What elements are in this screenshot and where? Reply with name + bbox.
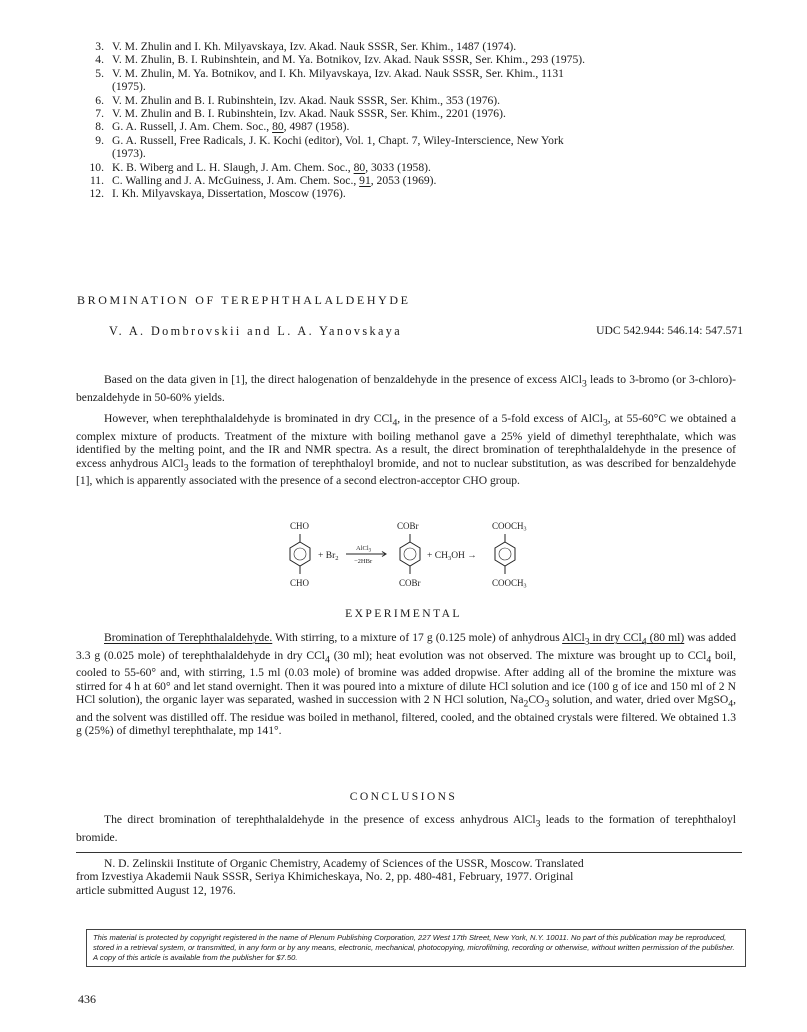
article-title: BROMINATION OF TEREPHTHALALDEHYDE	[77, 293, 411, 307]
benzene-ring	[290, 542, 310, 566]
svg-text:COBr	[399, 578, 421, 588]
reference-number: 7.	[95, 107, 104, 121]
substituent-label: COBr	[397, 521, 419, 531]
reference-text: G. A. Russell, Free Radicals, J. K. Kochi (editor), Vol. 1, Chapt. 7, Wiley-Interscience, New York (1973).	[112, 133, 564, 161]
article-authors: V. A. Dombrovskii and L. A. Yanovskaya	[109, 324, 403, 338]
reference-number: 8.	[95, 120, 104, 134]
reference-text: G. A. Russell, J. Am. Chem. Soc., 80, 4987 (1958).	[112, 120, 350, 134]
reference-text: V. M. Zhulin and B. I. Rubinshtein, Izv. Akad. Nauk SSSR, Ser. Khim., 2201 (1976).	[112, 107, 506, 121]
byproduct-label: −2HBr	[354, 558, 373, 565]
svg-text:CHO	[290, 578, 310, 588]
svg-text:COOCH3: COOCH3	[492, 578, 527, 590]
reference-text: V. M. Zhulin, M. Ya. Botnikov, and I. Kh. Milyavskaya, Izv. Akad. Nauk SSSR, Ser. Khim., 1131 (1975).	[112, 66, 564, 94]
substituent-label: CHO	[290, 521, 310, 531]
reference-number: 11.	[89, 174, 104, 188]
reference-number: 6.	[95, 93, 104, 107]
reference-text: C. Walling and J. A. McGuiness, J. Am. Chem. Soc., 91, 2053 (1969).	[112, 174, 437, 188]
page-number: 436	[78, 992, 96, 1006]
intro-paragraph-1: Based on the data given in [1], the direct halogenation of benzaldehyde in the presence of excess AlCl$_3$ leads to 3-bromo (or 3-chloro)-benzaldehyde in 50-60% yields.	[76, 373, 736, 404]
svg-text:AlCl3: AlCl$_3$	[356, 545, 372, 554]
reference-text: V. M. Zhulin and B. I. Rubinshtein, Izv. Akad. Nauk SSSR, Ser. Khim., 353 (1976).	[112, 93, 501, 107]
reference-text: I. Kh. Milyavskaya, Dissertation, Moscow (1976).	[112, 187, 346, 201]
substituent-label: COOCH	[492, 578, 524, 588]
copyright-notice: This material is protected by copyright registered in the name of Plenum Publishing Corporation, 227 West 17th Street, New York, N.Y. 10011. No part of this publication may be reproduced, stored in a retrieval system, or transmitted, in any form or by any means, electronic, mechanical, photocopying, microfilming, recording or otherwise, without written permission of the publisher. A copy of this article is available from the publisher for $7.50.	[86, 929, 746, 967]
divider-rule	[76, 852, 742, 853]
reference-list	[76, 40, 756, 201]
experimental-paragraph: Bromination of Terephthalaldehyde. With stirring, to a mixture of 17 g (0.125 mole) of anhydrous AlCl$_3$ in dry CCl$_4$ (80 ml) was added 3.3 g (0.025 mole) of terephthalaldehyde in dry CCl$_4$ (30 ml); heat evolution was not observed. The mixture was brought up to CCl$_4$ boil, cooled to 55-60° and, with stirring, 1.5 ml (0.03 mole) of bromine was added dropwise. After adding all of the bromine the mixture was stirred for 4 h at 60° and let stand overnight. Then it was poured into a mixture of dilute HCl solution and ice (100 g of ice and 150 ml of 2 N HCl solution), the organic layer was separated, washed in succession with 2 N HCl solution, $Na_2CO_3$ solution, and water, dried over MgSO$_4$, and the solvent was distilled off. The residue was boiled in methanol, filtered, cooled, and the obtained crystals were filtered. We obtained 1.3 g (25%) of dimethyl terephthalate, mp 141°.	[76, 631, 737, 738]
reference-number: 4.	[95, 53, 104, 67]
reference-item	[76, 174, 756, 187]
procedure-title: Bromination of Terephthalaldehyde.	[104, 631, 273, 644]
udc-code: UDC 542.944: 546.14: 547.571	[596, 324, 743, 337]
benzene-ring	[495, 542, 515, 566]
reference-number: 12.	[89, 187, 104, 201]
svg-text:−2HBr	[354, 558, 373, 565]
intro-paragraph-2: However, when terephthalaldehyde is brominated in dry CCl$_4$, in the presence of a 5-fold excess of AlCl$_3$, at 55-60°C we obtained a complex mixture of products. Treatment of the mixture with boiling methanol gave a 25% yield of dimethyl terephthalate, which was identified by the melting point, and the IR and NMR spectra. As a result, the direct bromination of terephthalaldehyde in the presence of excess anhydrous AlCl$_3$ leads to the formation of terephthaloyl bromide, and not to nuclear substitution, as was described for benzaldehyde [1], which is apparently associated with the presence of a second electron-acceptor CHO group.	[76, 412, 737, 488]
reference-item	[76, 187, 756, 200]
benzene-ring	[400, 542, 420, 566]
substituent-label: CHO	[290, 578, 310, 588]
substituent-label: COBr	[399, 578, 421, 588]
reference-text: K. B. Wiberg and L. H. Slaugh, J. Am. Chem. Soc., 80, 3033 (1958).	[112, 160, 431, 174]
experimental-text	[76, 631, 736, 738]
reference-number: 5.	[95, 66, 104, 80]
svg-text:+ CH3OH →: + $CH_3OH$ →	[427, 551, 477, 562]
intro-text	[76, 373, 736, 488]
reference-number: 3.	[95, 40, 104, 53]
reaction-scheme	[270, 517, 550, 597]
svg-text:+ Br2: + $Br_2$	[318, 551, 339, 562]
reference-item	[76, 53, 756, 66]
catalyst-label: AlCl	[356, 545, 369, 552]
affiliation-note: N. D. Zelinskii Institute of Organic Chemistry, Academy of Sciences of the USSR, Moscow. Translated from Izvestiya Akademii Nauk SSSR, Seriya Khimicheskaya, No. 2, pp. 480-481, February, 1977. Original article submitted August 12, 1976.	[76, 857, 584, 897]
conclusions-text	[76, 813, 736, 844]
reference-item	[76, 67, 756, 94]
reference-item	[76, 40, 756, 53]
reagent-label: + CH	[427, 551, 448, 561]
reference-number: 9.	[95, 133, 104, 147]
svg-text:COOCH3: COOCH3	[492, 521, 527, 533]
svg-text:COBr	[397, 521, 419, 531]
reference-item	[76, 94, 756, 107]
reference-item	[76, 120, 756, 133]
reference-item	[76, 107, 756, 120]
svg-text:CHO	[290, 521, 310, 531]
reference-item	[76, 161, 756, 174]
reference-number: 10.	[89, 160, 104, 174]
conclusions-paragraph: The direct bromination of terephthalaldehyde in the presence of excess anhydrous AlCl$_3$ leads to the formation of terephthaloyl bromide.	[76, 813, 737, 844]
substituent-label: COOCH	[492, 521, 524, 531]
reference-item	[76, 134, 756, 161]
reference-text: V. M. Zhulin and I. Kh. Milyavskaya, Izv. Akad. Nauk SSSR, Ser. Khim., 1487 (1974).	[112, 40, 517, 53]
reagent-label: + Br	[318, 551, 336, 561]
section-heading-conclusions: CONCLUSIONS	[349, 790, 458, 803]
reference-text: V. M. Zhulin, B. I. Rubinshtein, and M. Ya. Botnikov, Izv. Akad. Nauk SSSR, Ser. Khim., 293 (1975).	[112, 53, 585, 67]
section-heading-experimental: EXPERIMENTAL	[345, 607, 462, 620]
